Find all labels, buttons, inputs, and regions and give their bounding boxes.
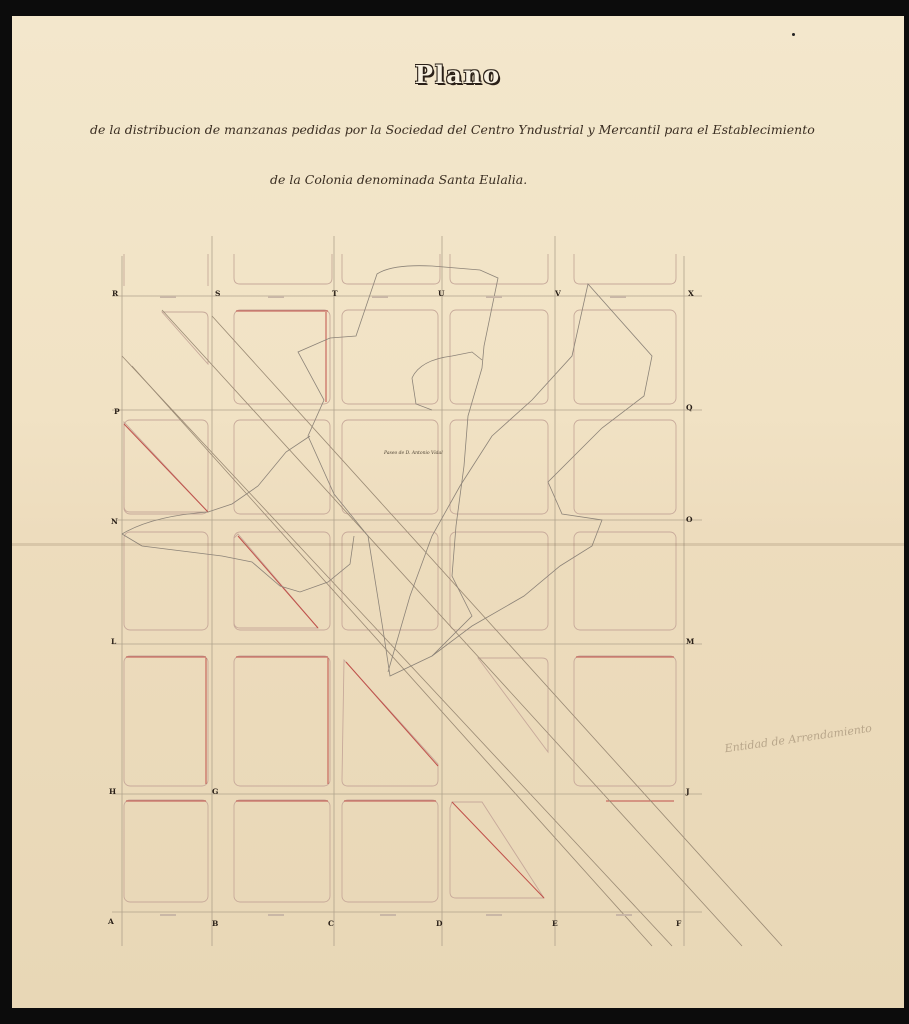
measure-mark <box>616 914 632 916</box>
red-diagonal <box>452 802 544 898</box>
cut-block-m <box>478 658 548 752</box>
block <box>574 310 676 404</box>
block <box>124 656 208 786</box>
boundary-outline <box>298 266 498 676</box>
paper-fold-line <box>12 543 904 546</box>
grid-letter-n: N <box>111 517 118 526</box>
measure-mark <box>610 296 626 298</box>
partial-block <box>234 254 332 284</box>
partial-block <box>574 254 676 284</box>
block <box>574 532 676 630</box>
block <box>234 310 330 404</box>
grid-letter-s: S <box>215 289 221 298</box>
block <box>124 532 208 630</box>
block <box>342 310 438 404</box>
measure-mark <box>268 914 284 916</box>
measure-mark <box>268 296 284 298</box>
cut-block-c <box>342 660 438 786</box>
cut-block-r <box>162 312 208 364</box>
measure-mark <box>160 914 176 916</box>
property-boundary <box>122 266 652 676</box>
red-diagonal <box>238 536 318 628</box>
map-title: Plano <box>414 60 502 89</box>
block <box>450 420 548 514</box>
colony-plan-drawing <box>12 16 904 1008</box>
grid-letter-c: C <box>328 919 334 928</box>
block <box>450 532 548 630</box>
block <box>124 800 208 902</box>
grid-letter-m: M <box>686 637 695 646</box>
grid-letter-p: P <box>114 407 120 416</box>
measure-mark <box>486 296 502 298</box>
measure-mark <box>380 914 396 916</box>
block <box>234 800 330 902</box>
grid-letter-f: F <box>676 919 682 928</box>
measure-mark <box>372 296 388 298</box>
railway-edge <box>212 316 782 946</box>
cut-blocks <box>124 312 548 898</box>
street-grid <box>112 236 702 946</box>
measure-mark <box>486 914 502 916</box>
grid-letter-t: T <box>332 289 338 298</box>
grid-letter-r: R <box>112 289 119 298</box>
grid-letter-h: H <box>109 787 117 796</box>
block <box>450 310 548 404</box>
interior-label: Paseo de D. Antonio Vidal <box>384 451 443 456</box>
boundary-outline <box>388 284 652 672</box>
grid-letter-l: L <box>111 637 117 646</box>
grid-letter-v: V <box>555 289 561 298</box>
grid-letter-g: G <box>212 787 219 796</box>
block <box>342 532 438 630</box>
map-sheet <box>12 16 904 1008</box>
block <box>234 656 330 786</box>
faint-margin-note: Entidad de Arrendamiento <box>723 721 873 756</box>
partial-block <box>124 254 208 286</box>
city-blocks <box>124 310 676 902</box>
measure-mark <box>160 296 176 298</box>
block <box>574 656 676 786</box>
grid-letter-d: D <box>436 919 443 928</box>
boundary-outline <box>412 352 482 410</box>
grid-letter-x: X <box>688 289 694 298</box>
block <box>342 800 438 902</box>
grid-letters <box>107 289 694 928</box>
grid-letter-u: U <box>438 289 445 298</box>
railway-edge <box>122 356 672 946</box>
block <box>342 420 438 514</box>
faint-measurements <box>160 296 632 916</box>
grid-letter-a: A <box>108 917 114 926</box>
grid-letter-j: J <box>686 787 690 796</box>
grid-letter-o: O <box>686 515 693 524</box>
partial-block <box>342 254 440 284</box>
map-subtitle-line-1: de la distribucion de manzanas pedidas por la Sociedad del Centro Yndustrial y Mercantil para el Establecimiento <box>90 122 815 137</box>
block <box>574 420 676 514</box>
grid-letter-q: Q <box>686 403 693 412</box>
grid-letter-e: E <box>552 919 558 928</box>
block <box>234 420 330 514</box>
grid-letter-b: B <box>212 919 219 928</box>
top-partial-blocks <box>124 254 676 286</box>
map-subtitle-line-2: de la Colonia denominada Santa Eulalia. <box>270 172 528 187</box>
red-diagonal <box>346 662 438 766</box>
railway-band <box>122 310 782 946</box>
